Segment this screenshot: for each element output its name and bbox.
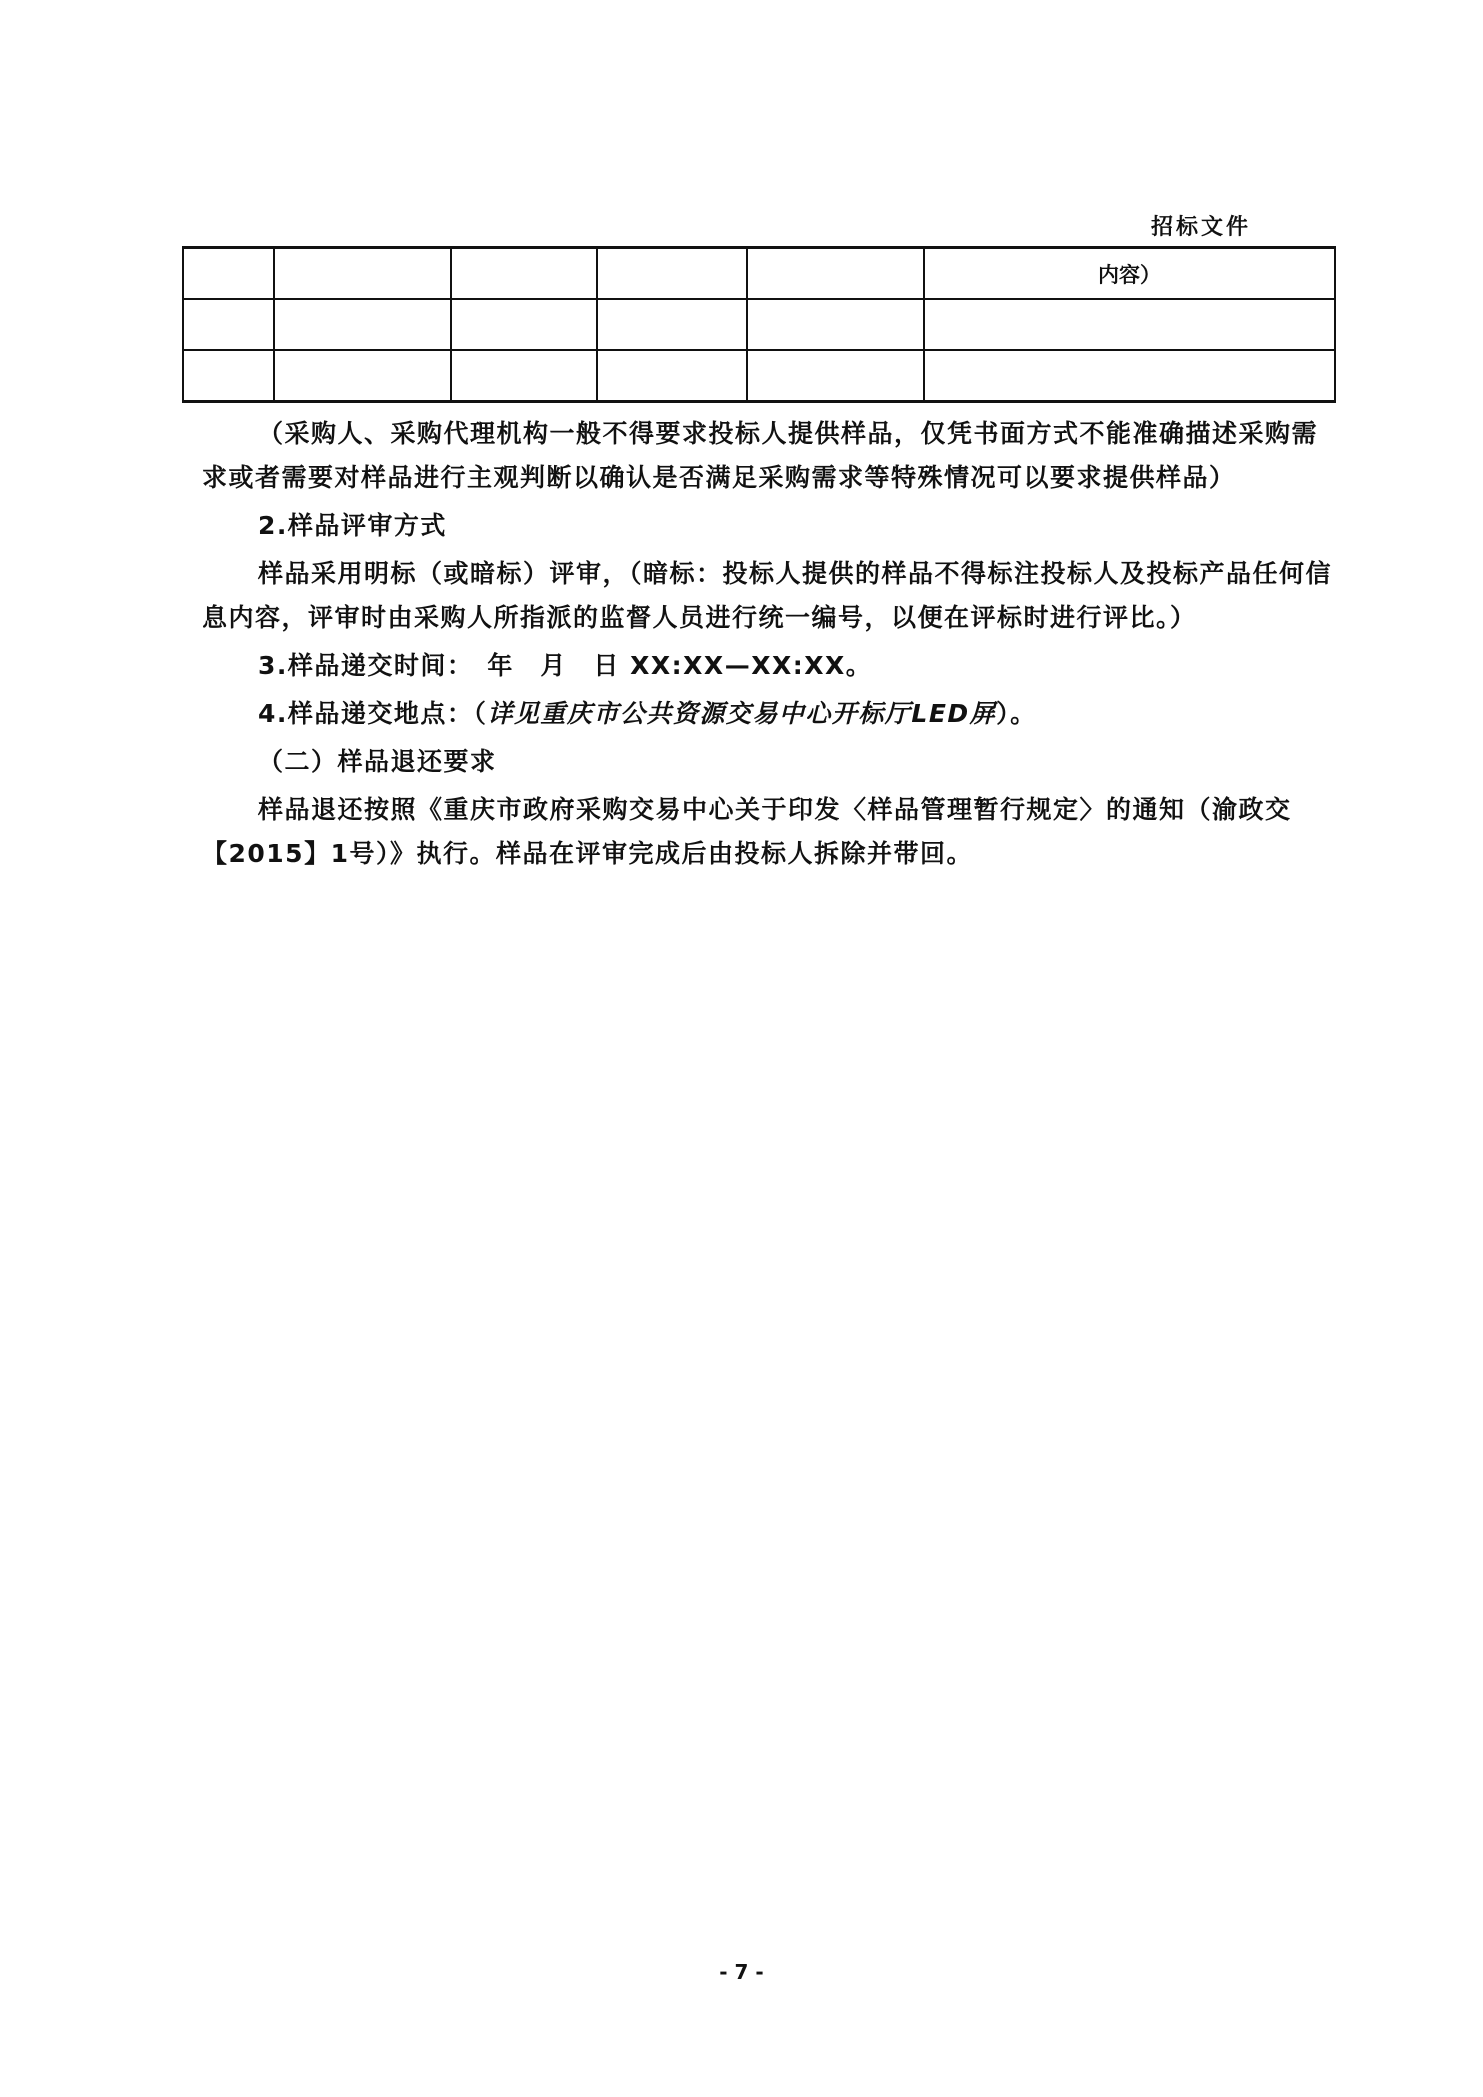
page-number: - 7 - <box>719 1960 764 1984</box>
submission-location-paragraph <box>202 692 1332 736</box>
table-cell <box>597 248 747 300</box>
table-cell <box>451 248 597 300</box>
table-cell <box>451 299 597 350</box>
table-cell <box>183 299 274 350</box>
table-cell <box>747 299 924 350</box>
table-row <box>183 299 1335 350</box>
table-cell: 内容） <box>924 248 1335 300</box>
body-text <box>202 412 1332 880</box>
evaluation-paragraph: 样品采用明标（或暗标）评审，（暗标：投标人提供的样品不得标注投标人及投标产品任何信息内容，评审时由采购人所指派的监督人员进行统一编号，以便在评标时进行评比。） <box>202 559 1333 632</box>
document-type-header: 招标文件 <box>1150 215 1251 240</box>
table-cell <box>183 350 274 402</box>
section-heading-evaluation: 2.样品评审方式 <box>258 511 447 540</box>
location-detail: 详见重庆市公共资源交易中心开标厅LED屏 <box>487 699 997 728</box>
table-cell <box>597 299 747 350</box>
table-cell <box>747 248 924 300</box>
note-paragraph: （采购人、采购代理机构一般不得要求投标人提供样品，仅凭书面方式不能准确描述采购需求或者需要对样品进行主观判断以确认是否满足采购需求等特殊情况可以要求提供样品） <box>202 419 1319 492</box>
sample-table <box>182 246 1336 403</box>
location-prefix: 4.样品递交地点：（ <box>258 699 488 728</box>
return-paragraph: 样品退还按照《重庆市政府采购交易中心关于印发〈样品管理暂行规定〉的通知（渝政交【2015】1号）》执行。样品在评审完成后由投标人拆除并带回。 <box>202 795 1292 868</box>
table-cell <box>274 248 451 300</box>
table-cell <box>274 299 451 350</box>
location-suffix: ）。 <box>996 699 1037 728</box>
submission-time-paragraph: 3.样品递交时间： 年 月 日 XX:XX—XX:XX。 <box>258 651 873 680</box>
table-cell <box>747 350 924 402</box>
table-cell <box>274 350 451 402</box>
table-cell <box>451 350 597 402</box>
table-cell <box>183 248 274 300</box>
table-row <box>183 248 1335 300</box>
section-heading-return: （二）样品退还要求 <box>258 747 497 776</box>
table-cell <box>597 350 747 402</box>
table-cell <box>924 299 1335 350</box>
table-cell <box>924 350 1335 402</box>
table-row <box>183 350 1335 402</box>
